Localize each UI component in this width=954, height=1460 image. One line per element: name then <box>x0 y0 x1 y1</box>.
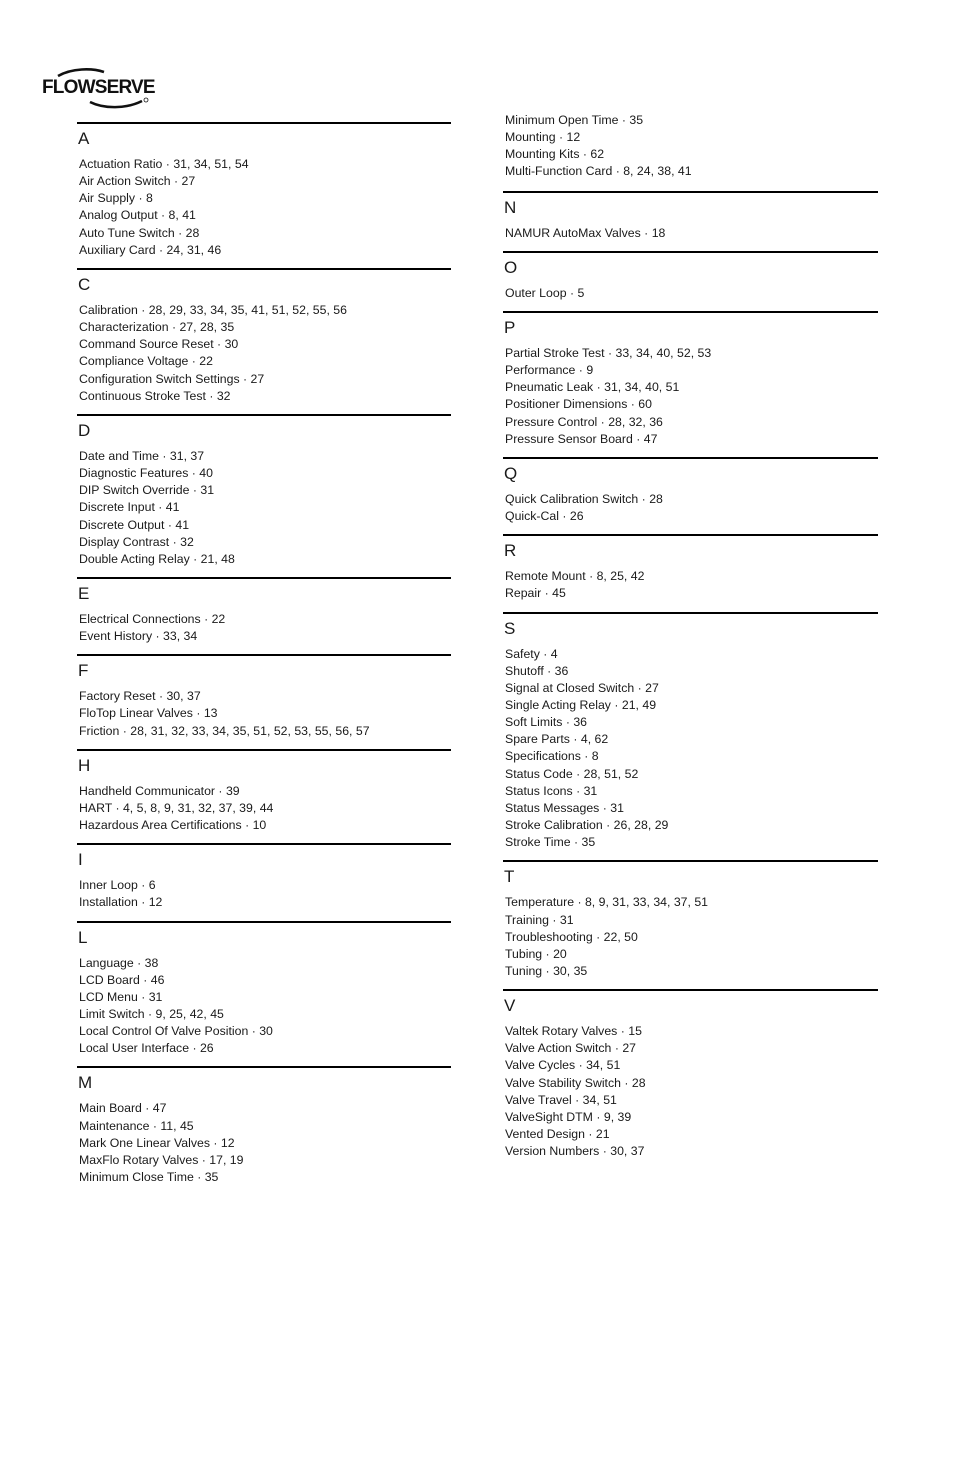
section-letter: A <box>78 129 90 148</box>
index-entry: Minimum Close Time · 35 <box>79 1170 219 1185</box>
index-section-v <box>503 989 878 1160</box>
index-entry: Discrete Output · 41 <box>79 517 190 532</box>
index-left-column <box>77 122 451 1195</box>
index-entry: Factory Reset · 30, 37 <box>79 689 201 704</box>
index-right-column <box>503 112 878 1169</box>
index-entry: Inner Loop · 6 <box>79 878 156 893</box>
index-entry: Temperature · 8, 9, 31, 33, 34, 37, 51 <box>505 895 709 910</box>
index-entry: Version Numbers · 30, 37 <box>505 1144 645 1159</box>
index-entry: Troubleshooting · 22, 50 <box>505 929 638 944</box>
index-section-m <box>77 1066 451 1186</box>
index-entry: Specifications · 8 <box>505 749 599 764</box>
index-entry: Diagnostic Features · 40 <box>79 466 213 481</box>
index-entry: Tuning · 30, 35 <box>505 964 588 978</box>
index-entry: Safety · 4 <box>505 646 558 661</box>
index-entry: Handheld Communicator · 39 <box>79 783 240 798</box>
index-entry: Local Control Of Valve Position · 30 <box>79 1024 273 1039</box>
index-entry: Air Supply · 8 <box>79 191 153 206</box>
index-entry: Maintenance · 11, 45 <box>79 1118 194 1133</box>
index-section-h <box>77 749 451 834</box>
section-letter: S <box>504 618 516 638</box>
index-section-l <box>77 921 451 1058</box>
index-entry: Valve Action Switch · 27 <box>505 1041 637 1056</box>
index-entry: Multi-Function Card · 8, 24, 38, 41 <box>505 164 692 179</box>
index-entry: Continuous Stroke Test · 32 <box>79 388 231 403</box>
index-section-t <box>503 860 878 980</box>
section-letter: Q <box>504 463 518 483</box>
index-entry: Valve Travel · 34, 51 <box>505 1092 617 1107</box>
index-entry: Mounting · 12 <box>505 130 581 145</box>
index-entry: Pneumatic Leak · 31, 34, 40, 51 <box>505 380 680 395</box>
index-entry: Stroke Time · 35 <box>505 835 596 850</box>
index-entry: Friction · 28, 31, 32, 33, 34, 35, 51, 52, 53, 55, 56, 57 <box>79 723 370 738</box>
index-section-p <box>503 311 878 448</box>
index-entry: Actuation Ratio · 31, 34, 51, 54 <box>79 157 249 171</box>
index-entry: Local User Interface · 26 <box>79 1041 214 1056</box>
index-entry: Status Code · 28, 51, 52 <box>505 766 639 781</box>
index-entry: Air Action Switch · 27 <box>79 174 196 189</box>
section-letter: P <box>504 317 516 337</box>
section-letter: V <box>504 996 516 1016</box>
section-letter: D <box>78 420 91 440</box>
section-letter: F <box>78 661 89 681</box>
index-entry: Hazardous Area Certifications · 10 <box>79 818 267 833</box>
index-entry: Vented Design · 21 <box>505 1127 610 1142</box>
index-section-e <box>77 577 451 645</box>
section-letter: O <box>504 257 518 277</box>
index-entry: Event History · 33, 34 <box>79 629 198 644</box>
index-entry: Partial Stroke Test · 33, 34, 40, 52, 53 <box>505 345 712 360</box>
index-entry: Mounting Kits · 62 <box>505 147 605 162</box>
index-entry: Command Source Reset · 30 <box>79 337 239 352</box>
index-entry: Pressure Control · 28, 32, 36 <box>505 414 663 429</box>
index-entry: Performance · 9 <box>505 363 594 378</box>
index-entry: Calibration · 28, 29, 33, 34, 35, 41, 51, 52, 55, 56 <box>79 302 347 317</box>
section-letter: L <box>78 927 88 947</box>
logo-text: FLOWSERVE <box>42 77 155 98</box>
index-entry: Auxiliary Card · 24, 31, 46 <box>79 242 222 257</box>
index-entry: Remote Mount · 8, 25, 42 <box>505 569 645 584</box>
flowserve-logo <box>42 68 155 110</box>
index-section-i <box>77 843 451 911</box>
index-entry: HART · 4, 5, 8, 9, 31, 32, 37, 39, 44 <box>79 800 274 815</box>
index-entry: MaxFlo Rotary Valves · 17, 19 <box>79 1152 244 1167</box>
index-entry: Valve Stability Switch · 28 <box>505 1075 646 1090</box>
index-entry: Quick Calibration Switch · 28 <box>505 491 663 506</box>
index-entry: Stroke Calibration · 26, 28, 29 <box>505 818 669 833</box>
index-entry: Soft Limits · 36 <box>505 715 588 730</box>
index-entry: Electrical Connections · 22 <box>79 611 226 626</box>
index-entry: LCD Board · 46 <box>79 972 165 987</box>
index-entry: Signal at Closed Switch · 27 <box>505 680 659 695</box>
index-entry: Minimum Open Time · 35 <box>505 113 644 127</box>
section-letter: E <box>78 583 90 603</box>
index-entry: FloTop Linear Valves · 13 <box>79 706 218 721</box>
index-section-c <box>77 268 451 405</box>
section-letter: I <box>78 850 83 870</box>
index-entry: Pressure Sensor Board · 47 <box>505 431 658 446</box>
section-letter: M <box>78 1073 93 1093</box>
index-entry: Valtek Rotary Valves · 15 <box>505 1024 642 1039</box>
index-entry: Outer Loop · 5 <box>505 285 585 300</box>
index-section-d <box>77 414 451 568</box>
index-entry: Status Messages · 31 <box>505 800 624 815</box>
index-entry: Spare Parts · 4, 62 <box>505 732 609 747</box>
index-entry: Language · 38 <box>79 955 159 970</box>
index-section-r <box>503 534 878 602</box>
index-section-f <box>77 654 451 739</box>
index-entry: Installation · 12 <box>79 895 163 910</box>
section-letter: T <box>504 867 515 887</box>
index-entry: Status Icons · 31 <box>505 783 598 798</box>
index-entry: Date and Time · 31, 37 <box>79 448 205 463</box>
index-entry: Valve Cycles · 34, 51 <box>505 1058 621 1073</box>
index-entry: Display Contrast · 32 <box>79 534 194 549</box>
index-entry: Positioner Dimensions · 60 <box>505 397 652 412</box>
index-entry: Compliance Voltage · 22 <box>79 354 213 369</box>
section-letter: R <box>504 541 517 561</box>
index-entry: Main Board · 47 <box>79 1101 167 1116</box>
index-entry: Quick-Cal · 26 <box>505 509 584 524</box>
index-section-n <box>503 191 878 242</box>
index-entry: Limit Switch · 9, 25, 42, 45 <box>79 1007 224 1021</box>
index-entry: Repair · 45 <box>505 586 566 601</box>
index-entry: Analog Output · 8, 41 <box>79 208 196 223</box>
index-entry: Characterization · 27, 28, 35 <box>79 320 235 335</box>
index-entry: Tubing · 20 <box>505 946 567 961</box>
index-entry: Double Acting Relay · 21, 48 <box>79 551 235 566</box>
index-entry: Single Acting Relay · 21, 49 <box>505 697 657 712</box>
section-letter: C <box>78 274 91 294</box>
index-entry: Shutoff · 36 <box>505 663 569 678</box>
index-section-q <box>503 457 878 525</box>
index-entry: DIP Switch Override · 31 <box>79 483 215 498</box>
index-entry: Auto Tune Switch · 28 <box>79 225 200 240</box>
section-letter: H <box>78 755 91 775</box>
index-entry: NAMUR AutoMax Valves · 18 <box>505 225 666 240</box>
section-letter: N <box>504 197 517 217</box>
index-entry: Mark One Linear Valves · 12 <box>79 1135 235 1150</box>
index-entry: ValveSight DTM · 9, 39 <box>505 1109 632 1124</box>
index-section-s <box>503 612 878 852</box>
continued-m-entries <box>503 112 878 181</box>
index-section-o <box>503 251 878 302</box>
index-entry: Discrete Input · 41 <box>79 500 180 515</box>
index-entry: LCD Menu · 31 <box>79 989 163 1004</box>
index-entry: Configuration Switch Settings · 27 <box>79 371 265 386</box>
index-section-a <box>77 122 451 259</box>
index-entry: Training · 31 <box>505 912 574 927</box>
